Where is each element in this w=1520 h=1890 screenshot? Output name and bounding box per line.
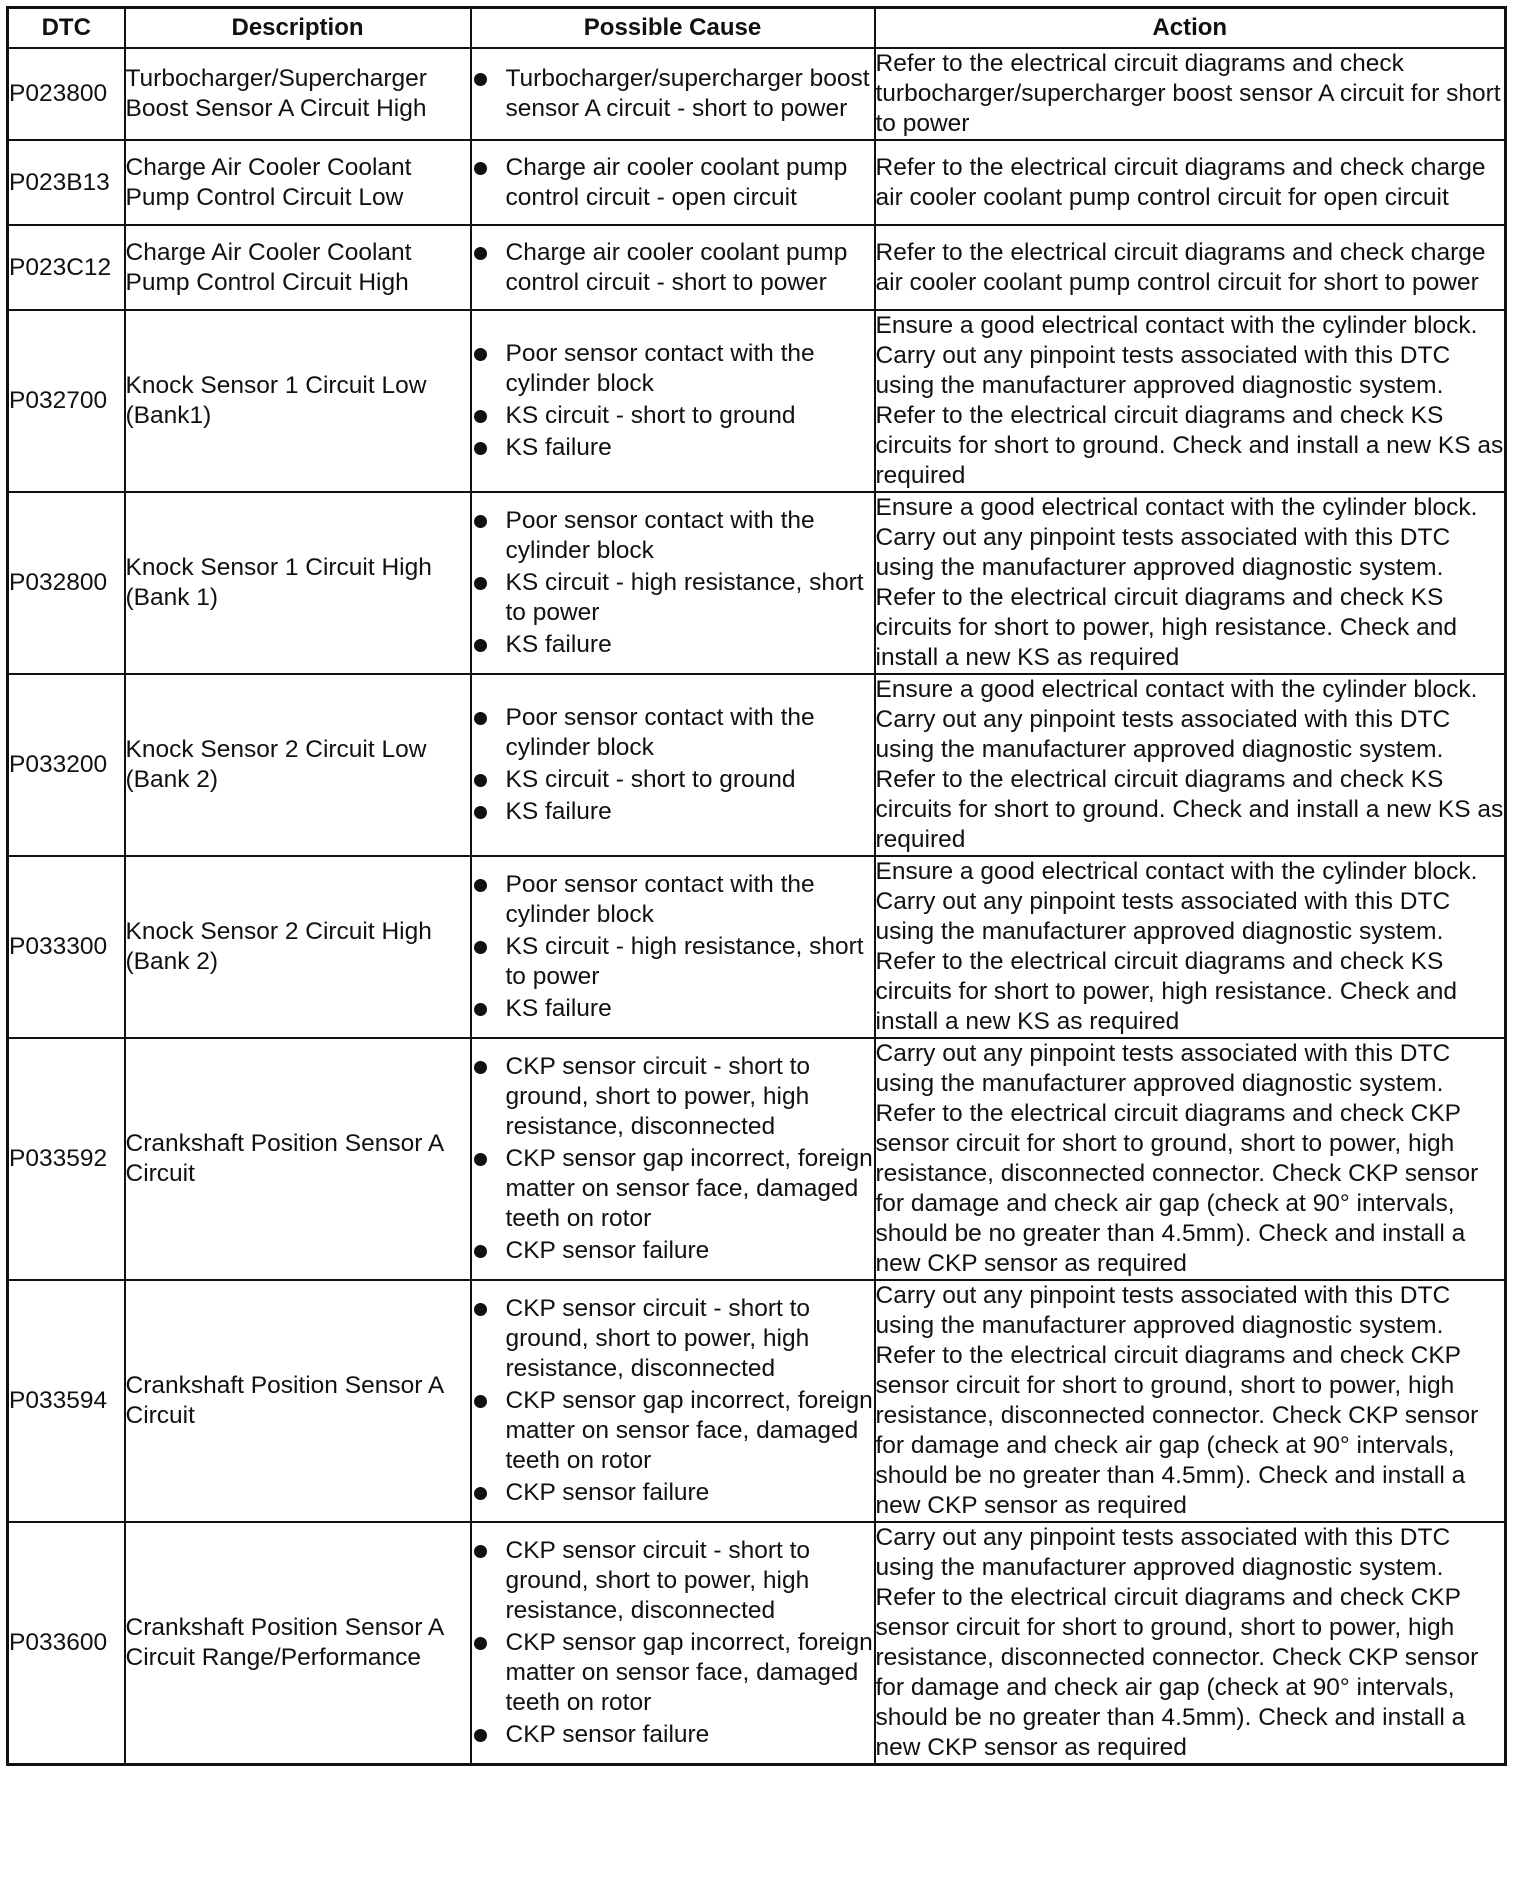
bullet-icon xyxy=(474,774,487,787)
cause-item xyxy=(472,1236,874,1266)
cause-text: Charge air cooler coolant pump control circuit - open circuit xyxy=(505,153,848,211)
table-row xyxy=(8,492,1506,674)
dtc-description: Knock Sensor 2 Circuit High (Bank 2) xyxy=(125,856,471,1038)
dtc-code: P033200 xyxy=(8,674,125,856)
cause-text: KS failure xyxy=(505,995,612,1022)
cause-item xyxy=(472,153,874,213)
cause-text: Poor sensor contact with the cylinder block xyxy=(505,871,815,928)
dtc-code: P033600 xyxy=(8,1522,125,1765)
possible-cause-cell xyxy=(471,1280,875,1522)
action-text: Carry out any pinpoint tests associated with this DTC using the manufacturer approved diagnostic system. Refer to the electrical circuit diagrams and check CKP sensor circuit for short to ground, short to power, high resistance, disconnected connector. Check CKP sensor for damage and check air gap (check at 90° intervals, should be no greater than 4.5mm). Check and install a new CKP sensor as required xyxy=(875,1522,1506,1765)
header-action: Action xyxy=(875,8,1506,49)
header-possible-cause: Possible Cause xyxy=(471,8,875,49)
cause-item xyxy=(472,1386,874,1476)
cause-item xyxy=(472,1294,874,1384)
cause-text: Charge air cooler coolant pump control circuit - short to power xyxy=(505,238,848,296)
cause-item xyxy=(472,994,874,1024)
cause-item xyxy=(472,1144,874,1234)
cause-text: KS circuit - high resistance, short to power xyxy=(505,933,864,990)
bullet-icon xyxy=(474,1637,487,1650)
header-dtc: DTC xyxy=(8,8,125,49)
cause-text: CKP sensor circuit - short to ground, short to power, high resistance, disconnected xyxy=(505,1053,811,1140)
bullet-icon xyxy=(474,1729,487,1742)
possible-cause-cell xyxy=(471,225,875,310)
cause-item xyxy=(472,64,874,124)
dtc-table xyxy=(6,6,1507,1766)
cause-item xyxy=(472,1536,874,1626)
bullet-icon xyxy=(474,247,487,260)
table-row xyxy=(8,1522,1506,1765)
cause-item xyxy=(472,1720,874,1750)
table-row xyxy=(8,140,1506,225)
bullet-icon xyxy=(474,1395,487,1408)
bullet-icon xyxy=(474,941,487,954)
table-row xyxy=(8,1280,1506,1522)
cause-item xyxy=(472,401,874,431)
header-description: Description xyxy=(125,8,471,49)
header-row xyxy=(8,8,1506,49)
dtc-code: P023800 xyxy=(8,48,125,140)
cause-text: CKP sensor failure xyxy=(505,1237,710,1264)
dtc-code: P023C12 xyxy=(8,225,125,310)
table-row xyxy=(8,856,1506,1038)
bullet-icon xyxy=(474,1303,487,1316)
table-row xyxy=(8,225,1506,310)
bullet-icon xyxy=(474,639,487,652)
cause-item xyxy=(472,765,874,795)
dtc-description: Turbocharger/Supercharger Boost Sensor A Circuit High xyxy=(125,48,471,140)
cause-text: KS failure xyxy=(505,798,612,825)
dtc-description: Charge Air Cooler Coolant Pump Control Circuit High xyxy=(125,225,471,310)
bullet-icon xyxy=(474,442,487,455)
dtc-description: Crankshaft Position Sensor A Circuit xyxy=(125,1038,471,1280)
action-text: Ensure a good electrical contact with the cylinder block. Carry out any pinpoint tests associated with this DTC using the manufacturer approved diagnostic system. Refer to the electrical circuit diagrams and check KS circuits for short to ground. Check and install a new KS as required xyxy=(875,674,1506,856)
cause-item xyxy=(472,932,874,992)
bullet-icon xyxy=(474,73,487,86)
action-text: Ensure a good electrical contact with the cylinder block. Carry out any pinpoint tests associated with this DTC using the manufacturer approved diagnostic system. Refer to the electrical circuit diagrams and check KS circuits for short to power, high resistance. Check and install a new KS as required xyxy=(875,492,1506,674)
cause-text: CKP sensor circuit - short to ground, short to power, high resistance, disconnected xyxy=(505,1295,811,1382)
dtc-description: Knock Sensor 1 Circuit Low (Bank1) xyxy=(125,310,471,492)
cause-text: CKP sensor gap incorrect, foreign matter on sensor face, damaged teeth on rotor xyxy=(505,1387,873,1474)
cause-item xyxy=(472,1628,874,1718)
cause-list xyxy=(472,339,874,463)
table-row xyxy=(8,1038,1506,1280)
cause-text: KS failure xyxy=(505,434,612,461)
cause-text: Turbocharger/supercharger boost sensor A circuit - short to power xyxy=(505,65,870,122)
table-row xyxy=(8,310,1506,492)
action-text: Carry out any pinpoint tests associated with this DTC using the manufacturer approved diagnostic system. Refer to the electrical circuit diagrams and check CKP sensor circuit for short to ground, short to power, high resistance, disconnected connector. Check CKP sensor for damage and check air gap (check at 90° intervals, should be no greater than 4.5mm). Check and install a new CKP sensor as required xyxy=(875,1038,1506,1280)
table-header xyxy=(8,8,1506,49)
cause-text: CKP sensor gap incorrect, foreign matter on sensor face, damaged teeth on rotor xyxy=(505,1629,873,1716)
dtc-code: P033592 xyxy=(8,1038,125,1280)
action-text: Refer to the electrical circuit diagrams and check charge air cooler coolant pump control circuit for short to power xyxy=(875,225,1506,310)
cause-list xyxy=(472,870,874,1024)
dtc-code: P032700 xyxy=(8,310,125,492)
cause-item xyxy=(472,1478,874,1508)
possible-cause-cell xyxy=(471,1522,875,1765)
cause-list xyxy=(472,238,874,298)
possible-cause-cell xyxy=(471,492,875,674)
bullet-icon xyxy=(474,1545,487,1558)
bullet-icon xyxy=(474,1487,487,1500)
cause-item xyxy=(472,568,874,628)
table-row xyxy=(8,674,1506,856)
cause-item xyxy=(472,506,874,566)
dtc-code: P023B13 xyxy=(8,140,125,225)
dtc-description: Knock Sensor 2 Circuit Low (Bank 2) xyxy=(125,674,471,856)
cause-list xyxy=(472,153,874,213)
cause-item xyxy=(472,433,874,463)
cause-item xyxy=(472,238,874,298)
action-text: Ensure a good electrical contact with the cylinder block. Carry out any pinpoint tests associated with this DTC using the manufacturer approved diagnostic system. Refer to the electrical circuit diagrams and check KS circuits for short to ground. Check and install a new KS as required xyxy=(875,310,1506,492)
dtc-code: P033300 xyxy=(8,856,125,1038)
cause-text: Poor sensor contact with the cylinder block xyxy=(505,507,815,564)
bullet-icon xyxy=(474,879,487,892)
bullet-icon xyxy=(474,410,487,423)
bullet-icon xyxy=(474,1245,487,1258)
cause-text: CKP sensor failure xyxy=(505,1479,710,1506)
action-text: Carry out any pinpoint tests associated with this DTC using the manufacturer approved diagnostic system. Refer to the electrical circuit diagrams and check CKP sensor circuit for short to ground, short to power, high resistance, disconnected connector. Check CKP sensor for damage and check air gap (check at 90° intervals, should be no greater than 4.5mm). Check and install a new CKP sensor as required xyxy=(875,1280,1506,1522)
cause-item xyxy=(472,630,874,660)
bullet-icon xyxy=(474,348,487,361)
cause-item xyxy=(472,339,874,399)
action-text: Refer to the electrical circuit diagrams and check charge air cooler coolant pump control circuit for open circuit xyxy=(875,140,1506,225)
bullet-icon xyxy=(474,162,487,175)
cause-list xyxy=(472,1294,874,1508)
cause-item xyxy=(472,1052,874,1142)
cause-list xyxy=(472,1052,874,1266)
dtc-description: Crankshaft Position Sensor A Circuit xyxy=(125,1280,471,1522)
bullet-icon xyxy=(474,712,487,725)
cause-text: CKP sensor gap incorrect, foreign matter on sensor face, damaged teeth on rotor xyxy=(505,1145,873,1232)
cause-text: CKP sensor circuit - short to ground, short to power, high resistance, disconnected xyxy=(505,1537,811,1624)
bullet-icon xyxy=(474,806,487,819)
bullet-icon xyxy=(474,1003,487,1016)
cause-text: KS circuit - short to ground xyxy=(505,402,796,429)
cause-text: CKP sensor failure xyxy=(505,1721,710,1748)
action-text: Refer to the electrical circuit diagrams and check turbocharger/supercharger boost sensor A circuit for short to power xyxy=(875,48,1506,140)
dtc-code: P032800 xyxy=(8,492,125,674)
cause-item xyxy=(472,870,874,930)
possible-cause-cell xyxy=(471,674,875,856)
bullet-icon xyxy=(474,1061,487,1074)
cause-text: Poor sensor contact with the cylinder block xyxy=(505,340,815,397)
cause-text: KS circuit - high resistance, short to power xyxy=(505,569,864,626)
dtc-description: Knock Sensor 1 Circuit High (Bank 1) xyxy=(125,492,471,674)
bullet-icon xyxy=(474,1153,487,1166)
cause-text: KS circuit - short to ground xyxy=(505,766,796,793)
action-text: Ensure a good electrical contact with the cylinder block. Carry out any pinpoint tests associated with this DTC using the manufacturer approved diagnostic system. Refer to the electrical circuit diagrams and check KS circuits for short to power, high resistance. Check and install a new KS as required xyxy=(875,856,1506,1038)
dtc-description: Charge Air Cooler Coolant Pump Control Circuit Low xyxy=(125,140,471,225)
cause-item xyxy=(472,703,874,763)
bullet-icon xyxy=(474,577,487,590)
cause-list xyxy=(472,1536,874,1750)
possible-cause-cell xyxy=(471,310,875,492)
table-body xyxy=(8,48,1506,1765)
possible-cause-cell xyxy=(471,140,875,225)
table-row xyxy=(8,48,1506,140)
cause-text: KS failure xyxy=(505,631,612,658)
bullet-icon xyxy=(474,515,487,528)
possible-cause-cell xyxy=(471,856,875,1038)
cause-list xyxy=(472,703,874,827)
cause-list xyxy=(472,64,874,124)
possible-cause-cell xyxy=(471,1038,875,1280)
cause-text: Poor sensor contact with the cylinder block xyxy=(505,704,815,761)
cause-list xyxy=(472,506,874,660)
dtc-code: P033594 xyxy=(8,1280,125,1522)
cause-item xyxy=(472,797,874,827)
possible-cause-cell xyxy=(471,48,875,140)
dtc-description: Crankshaft Position Sensor A Circuit Range/Performance xyxy=(125,1522,471,1765)
